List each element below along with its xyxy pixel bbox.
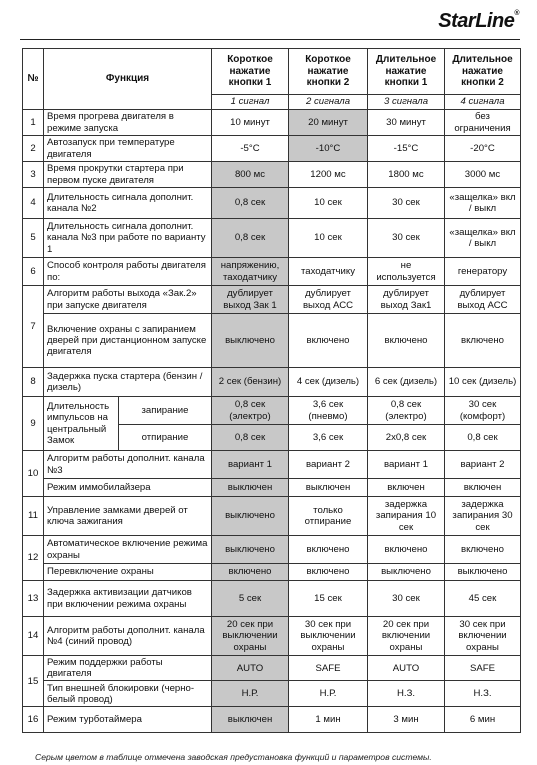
value-cell: 4 сек (дизель) [289, 368, 368, 397]
value-cell: 45 сек [445, 581, 521, 617]
row-number: 9 [23, 397, 44, 451]
signal-1: 1 сигнал [212, 95, 289, 110]
row-function: Длительность импульсов на центральный Замок [44, 397, 119, 451]
value-cell-default: 20 минут [289, 110, 368, 136]
signal-3: 3 сигнала [368, 95, 445, 110]
value-cell: задержка запирания 10 сек [368, 497, 445, 536]
value-cell: -15°C [368, 136, 445, 162]
row-number: 14 [23, 617, 44, 656]
header-rule [20, 39, 520, 40]
table-row [23, 564, 521, 581]
row-function: Длительность сигнала дополнит. канала №2 [44, 188, 212, 219]
row-function: Перевключение охраны [44, 564, 212, 581]
value-cell-default: 2 сек (бензин) [212, 368, 289, 397]
value-cell: вариант 1 [368, 451, 445, 479]
value-cell: -20°C [445, 136, 521, 162]
row-function: Алгоритм работы дополнит. канала №4 (синий провод) [44, 617, 212, 656]
table-row [23, 286, 521, 314]
value-cell: 15 сек [289, 581, 368, 617]
value-cell-default: 0,8 сек [212, 219, 289, 258]
table-row [23, 219, 521, 258]
value-cell: 30 сек [368, 188, 445, 219]
row-function: Алгоритм работы выхода «Зак.2» при запуске двигателя [44, 286, 212, 314]
settings-table [22, 48, 521, 733]
value-cell-default: 800 мс [212, 162, 289, 188]
signal-4: 4 сигнала [445, 95, 521, 110]
value-cell-default: выключено [212, 536, 289, 564]
value-cell-default: 5 сек [212, 581, 289, 617]
value-cell: «защелка» вкл / выкл [445, 188, 521, 219]
value-cell: 1 мин [289, 707, 368, 733]
table-row [23, 479, 521, 497]
value-cell: 1200 мс [289, 162, 368, 188]
row-number: 15 [23, 656, 44, 707]
table-row [23, 368, 521, 397]
row-function: Алгоритм работы дополнит. канала №3 [44, 451, 212, 479]
value-cell: включено [445, 314, 521, 368]
value-cell: 0,8 сек [445, 425, 521, 451]
header-col-3: Длительное нажатие кнопки 1 [368, 49, 445, 95]
row-number: 1 [23, 110, 44, 136]
value-cell: 10 минут [212, 110, 289, 136]
row-function: Тип внешней блокировки (черно-белый провод) [44, 681, 212, 707]
value-cell: таходатчику [289, 258, 368, 286]
value-cell: Н.Р. [289, 681, 368, 707]
value-cell: не используется [368, 258, 445, 286]
row-function: Автозапуск при температуре двигателя [44, 136, 212, 162]
row-function: Включение охраны с запиранием дверей при дистанционном запуске двигателя [44, 314, 212, 368]
row-number: 4 [23, 188, 44, 219]
value-cell: вариант 2 [289, 451, 368, 479]
value-cell: генератору [445, 258, 521, 286]
starline-logo: StarLine® [438, 10, 519, 32]
value-cell: включено [289, 536, 368, 564]
table-row [23, 136, 521, 162]
header-col-4: Длительное нажатие кнопки 2 [445, 49, 521, 95]
row-number: 12 [23, 536, 44, 581]
header-function: Функция [44, 49, 212, 110]
value-cell-default: напряжению, таходатчику [212, 258, 289, 286]
value-cell-default: выключено [212, 314, 289, 368]
row-function: Способ контроля работы двигателя по: [44, 258, 212, 286]
row-number: 16 [23, 707, 44, 733]
value-cell: включен [368, 479, 445, 497]
row-function: Режим иммобилайзера [44, 479, 212, 497]
value-cell: 3,6 сек (пневмо) [289, 397, 368, 425]
table-row [23, 314, 521, 368]
row-number: 10 [23, 451, 44, 497]
value-cell: 30 сек [368, 581, 445, 617]
value-cell: 30 сек (комфорт) [445, 397, 521, 425]
header-col-1: Короткое нажатие кнопки 1 [212, 49, 289, 95]
value-cell: -5°C [212, 136, 289, 162]
row-function: Управление замками дверей от ключа зажигания [44, 497, 212, 536]
row-function: Автоматическое включение режима охраны [44, 536, 212, 564]
value-cell: «защелка» вкл / выкл [445, 219, 521, 258]
value-cell: включено [368, 536, 445, 564]
value-cell-default: выключен [212, 479, 289, 497]
table-row [23, 497, 521, 536]
table-row [23, 110, 521, 136]
value-cell: задержка запирания 30 сек [445, 497, 521, 536]
value-cell: включено [289, 314, 368, 368]
value-cell-default: вариант 1 [212, 451, 289, 479]
value-cell: 6 мин [445, 707, 521, 733]
table-row [23, 617, 521, 656]
value-cell-default: 0,8 сек [212, 425, 289, 451]
value-cell: 10 сек [289, 219, 368, 258]
table-row [23, 451, 521, 479]
row-function: Задержка активизации датчиков при включении режима охраны [44, 581, 212, 617]
table-row [23, 581, 521, 617]
value-cell: выключено [445, 564, 521, 581]
row-number: 13 [23, 581, 44, 617]
value-cell-default: дублирует выход Зак 1 [212, 286, 289, 314]
table-row [23, 258, 521, 286]
row-number: 8 [23, 368, 44, 397]
value-cell: 0,8 сек (электро) [368, 397, 445, 425]
value-cell: 6 сек (дизель) [368, 368, 445, 397]
value-cell: Н.З. [368, 681, 445, 707]
row-function: Время прогрева двигателя в режиме запуска [44, 110, 212, 136]
value-cell: 30 сек при выключении охраны [289, 617, 368, 656]
row-subfunction: запирание [119, 397, 212, 425]
value-cell: 30 сек при включении охраны [445, 617, 521, 656]
header-col-2: Короткое нажатие кнопки 2 [289, 49, 368, 95]
table-row [23, 162, 521, 188]
signal-2: 2 сигнала [289, 95, 368, 110]
value-cell: 1800 мс [368, 162, 445, 188]
table-row [23, 707, 521, 733]
value-cell: 30 минут [368, 110, 445, 136]
value-cell: выключено [368, 564, 445, 581]
value-cell-default: включено [212, 564, 289, 581]
value-cell: Н.З. [445, 681, 521, 707]
value-cell-default: 20 сек при выключении охраны [212, 617, 289, 656]
row-number: 11 [23, 497, 44, 536]
value-cell: дублирует выход АСС [445, 286, 521, 314]
value-cell: включено [289, 564, 368, 581]
row-number: 3 [23, 162, 44, 188]
value-cell-default: 0,8 сек [212, 188, 289, 219]
row-number: 6 [23, 258, 44, 286]
header-num: № [23, 49, 44, 110]
value-cell: SAFE [445, 656, 521, 681]
footnote: Серым цветом в таблице отмечена заводская предустановка функций и параметров системы. [35, 752, 432, 762]
value-cell-default: выключен [212, 707, 289, 733]
value-cell: 2х0,8 сек [368, 425, 445, 451]
table-row [23, 397, 521, 425]
value-cell-default: выключено [212, 497, 289, 536]
value-cell-default: Н.Р. [212, 681, 289, 707]
table-row [23, 188, 521, 219]
row-function: Время прокрутки стартера при первом пуске двигателя [44, 162, 212, 188]
value-cell: включен [445, 479, 521, 497]
row-subfunction: отпирание [119, 425, 212, 451]
value-cell: вариант 2 [445, 451, 521, 479]
row-function: Режим турботаймера [44, 707, 212, 733]
table-row [23, 536, 521, 564]
value-cell: SAFE [289, 656, 368, 681]
value-cell: 3000 мс [445, 162, 521, 188]
value-cell: 10 сек (дизель) [445, 368, 521, 397]
value-cell: включено [368, 314, 445, 368]
value-cell: без ограничения [445, 110, 521, 136]
value-cell-default: AUTO [212, 656, 289, 681]
row-number: 5 [23, 219, 44, 258]
value-cell: 30 сек [368, 219, 445, 258]
value-cell: AUTO [368, 656, 445, 681]
value-cell: 3 мин [368, 707, 445, 733]
value-cell-default: 0,8 сек (электро) [212, 397, 289, 425]
table-row [23, 681, 521, 707]
value-cell: только отпирание [289, 497, 368, 536]
row-number: 2 [23, 136, 44, 162]
value-cell: выключен [289, 479, 368, 497]
value-cell: включено [445, 536, 521, 564]
row-function: Задержка пуска стартера (бензин / дизель) [44, 368, 212, 397]
row-function: Длительность сигнала дополнит. канала №3 при работе по варианту 1 [44, 219, 212, 258]
row-function: Режим поддержки работы двигателя [44, 656, 212, 681]
value-cell-default: -10°C [289, 136, 368, 162]
value-cell: 3,6 сек [289, 425, 368, 451]
table-row [23, 656, 521, 681]
value-cell: 20 сек при включении охраны [368, 617, 445, 656]
value-cell: дублирует выход Зак1 [368, 286, 445, 314]
row-number: 7 [23, 286, 44, 368]
value-cell: дублирует выход АСС [289, 286, 368, 314]
value-cell: 10 сек [289, 188, 368, 219]
